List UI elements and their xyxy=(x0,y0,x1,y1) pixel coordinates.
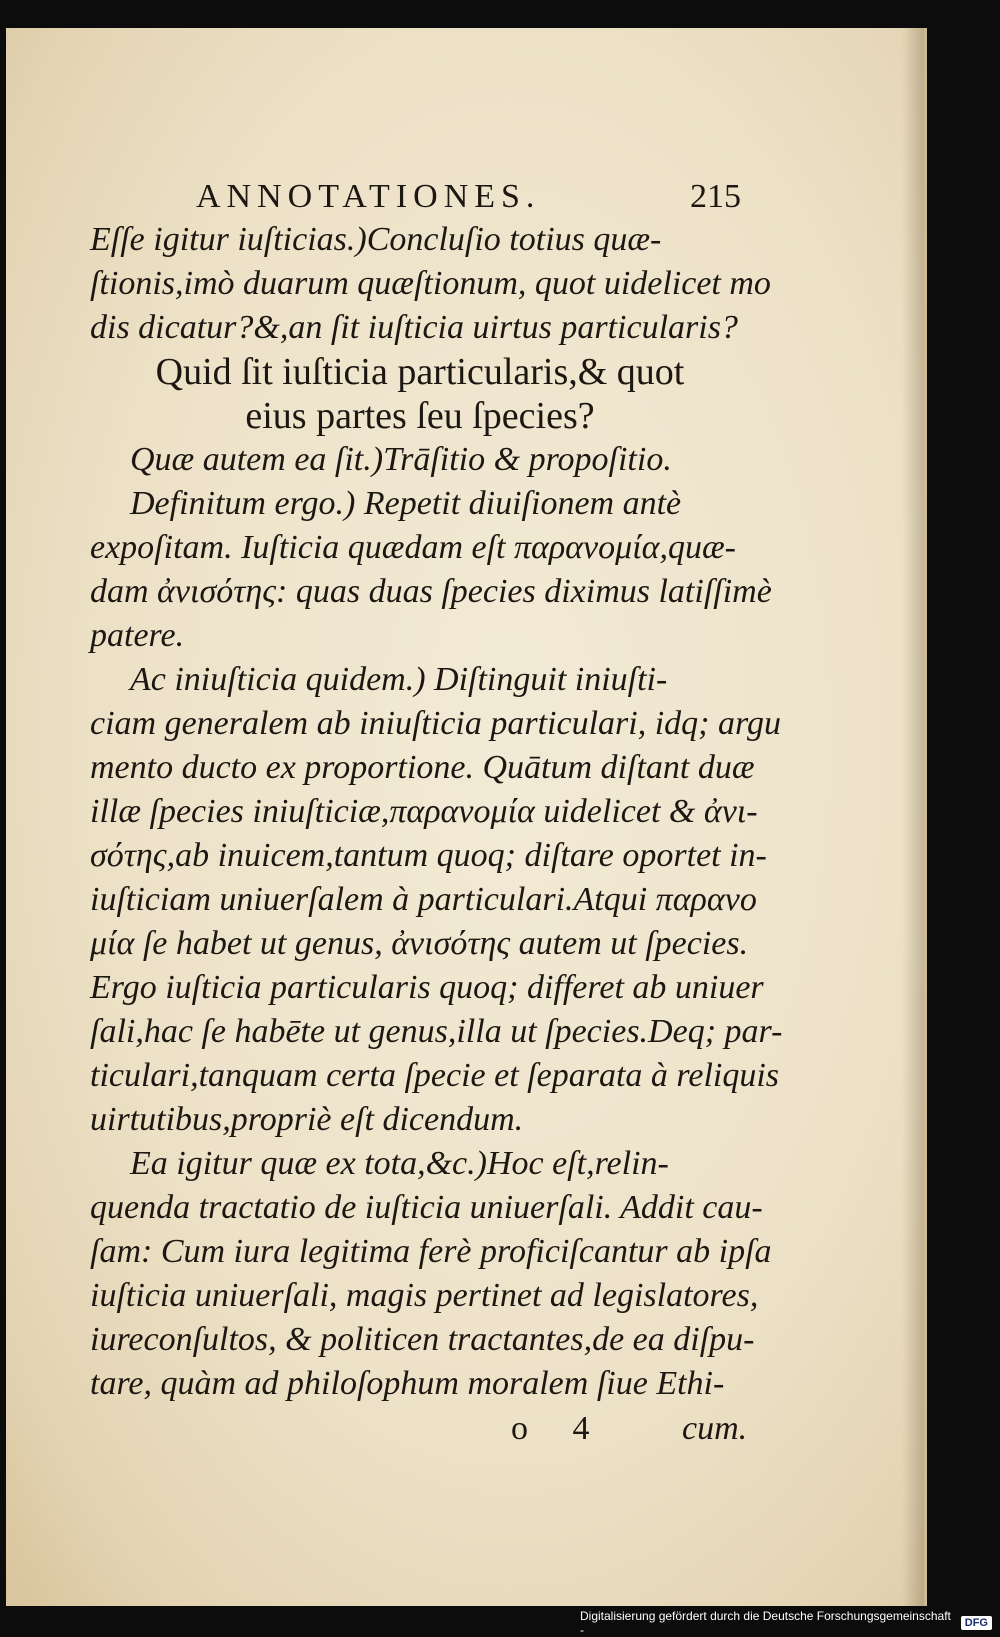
text-line: ſtionis,imò duarum quæſtionum, quot uidelicet mo xyxy=(90,265,771,302)
text-line: σότης,ab inuicem,tantum quoq; diſtare oportet in- xyxy=(90,837,767,874)
dfg-logo: DFG xyxy=(961,1616,992,1630)
text-line: ſam: Cum iura legitima ferè proficiſcantur ab ipſa xyxy=(90,1233,772,1270)
text-line: Eſſe igitur iuſticias.)Concluſio totius quæ- xyxy=(90,221,662,258)
text-line: ticulari,tanquam certa ſpecie et ſeparata à reliquis xyxy=(90,1057,780,1094)
text-line: tare, quàm ad philoſophum moralem ſiue Ethi- xyxy=(90,1365,725,1402)
text-line: patere. xyxy=(90,617,185,654)
text-line: uirtutibus,propriè eſt dicendum. xyxy=(90,1101,524,1138)
text-line: mento ducto ex proportione. Quātum diſtant duæ xyxy=(90,749,755,786)
text-line: dis dicatur?&,an ſit iuſticia uirtus particularis? xyxy=(90,309,738,346)
text-line: illæ ſpecies iniuſticiæ,παρανομία uidelicet & ἀνι- xyxy=(90,793,758,830)
digitization-credit xyxy=(580,1611,1000,1635)
text-line: μία ſe habet ut genus, ἀνισότης autem ut ſpecies. xyxy=(90,925,749,962)
text-line: expoſitam. Iuſticia quædam eſt παρανομία,quæ- xyxy=(90,529,736,566)
text-line: iureconſultos, & politicen tractantes,de ea diſpu- xyxy=(90,1321,755,1358)
book-page xyxy=(6,28,927,1606)
text-line: Ea igitur quæ ex tota,&c.)Hoc eſt,relin- xyxy=(130,1145,669,1182)
text-line: Quæ autem ea ſit.)Trāſitio & propoſitio. xyxy=(130,441,672,478)
running-header xyxy=(196,178,741,216)
text-line: Ergo iuſticia particularis quoq; differet ab uniuer xyxy=(90,969,764,1006)
text-line: iuſticiam uniuerſalem à particulari.Atqui παρανο xyxy=(90,881,757,918)
page-number: 215 xyxy=(690,178,741,215)
text-line: ſali,hac ſe habēte ut genus,illa ut ſpecies.Deq; par- xyxy=(90,1013,783,1050)
text-line: quenda tractatio de iuſticia uniuerſali. Addit cau- xyxy=(90,1189,763,1226)
catchword: cum. xyxy=(682,1410,748,1447)
text-line: Ac iniuſticia quidem.) Diſtinguit iniuſti- xyxy=(130,661,668,698)
signature-mark: o 4 xyxy=(511,1410,608,1447)
page-text xyxy=(6,28,924,1606)
text-line: ciam generalem ab iniuſticia particulari, idq; argu xyxy=(90,705,781,742)
credit-text: Digitalisierung gefördert durch die Deutsche Forschungsgemeinschaft - xyxy=(580,1609,951,1637)
text-line: iuſticia uniuerſali, magis pertinet ad legislatores, xyxy=(90,1277,759,1314)
text-line: Definitum ergo.) Repetit diuiſionem antè xyxy=(130,485,682,522)
section-heading: eius partes ſeu ſpecies? xyxy=(245,395,595,437)
text-line: dam ἀνισότης: quas duas ſpecies diximus latiſſimè xyxy=(90,573,772,610)
running-title: ANNOTATIONES. xyxy=(196,178,541,215)
section-heading: Quid ſit iuſticia particularis,& quot xyxy=(155,351,685,393)
